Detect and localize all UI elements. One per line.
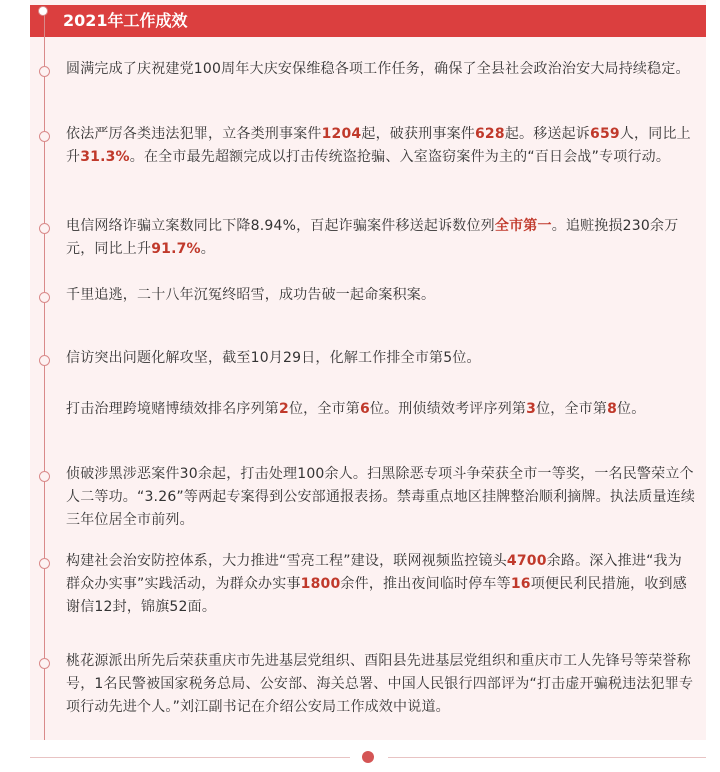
achievement-item	[66, 650, 696, 719]
achievement-item	[66, 284, 696, 307]
timeline-marker	[39, 131, 50, 142]
footer-divider-left	[30, 757, 350, 758]
timeline-marker	[39, 292, 50, 303]
achievement-item	[66, 550, 696, 619]
highlight-number: 1800	[300, 576, 341, 592]
achievement-text: 侦破涉黑涉恶案件30余起，打击处理100余人。扫黑除恶专项斗争荣获全市一等奖，一名民警荣立个人二等功。“3.26”等两起专案得到公安部通报表扬。禁毒重点地区挂牌整治顺利摘牌。执法质量连续三年位居全市前列。	[66, 466, 696, 528]
highlight-number: 1204	[321, 126, 362, 142]
achievement-item	[66, 123, 696, 169]
achievement-item	[66, 215, 696, 261]
achievement-text: 桃花源派出所先后荣获重庆市先进基层党组织、酉阳县先进基层党组织和重庆市工人先锋号等荣誉称号，1名民警被国家税务总局、公安部、海关总署、中国人民银行四部评为“打击虚开骗税违法犯罪专项行动先进个人。”刘江副书记在介绍公安局工作成效中说道。	[66, 653, 694, 715]
highlight-text: 全市第一	[494, 218, 552, 234]
highlight-number: 3	[526, 401, 537, 417]
footer-divider-dot	[362, 751, 374, 763]
achievement-item	[66, 347, 696, 370]
highlight-number: 659	[590, 126, 620, 142]
achievement-text: 千里追逃，二十八年沉冤终昭雪，成功告破一起命案积案。	[66, 287, 436, 303]
achievement-text: 圆满完成了庆祝建党100周年大庆安保维稳各项工作任务，确保了全县社会政治治安大局持续稳定。	[66, 61, 690, 77]
timeline-start-dot	[38, 6, 48, 16]
section-title: 2021年工作成效	[63, 11, 188, 30]
achievement-text: 信访突出问题化解攻坚，截至10月29日，化解工作排全市第5位。	[66, 350, 481, 366]
content-card	[30, 0, 706, 740]
achievement-text: 依法严厉各类违法犯罪，立各类刑事案件1204起，破获刑事案件628起。移送起诉659人，同比上升31.3%。在全市最先超额完成以打击传统盗抢骗、入室盗窃案件为主的“百日会战”专项行动。	[66, 126, 691, 165]
timeline-marker	[39, 471, 50, 482]
timeline-marker	[39, 223, 50, 234]
highlight-number: 6	[359, 401, 370, 417]
timeline-marker	[39, 658, 50, 669]
highlight-number: 8	[607, 401, 618, 417]
timeline-marker	[39, 355, 50, 366]
achievement-item	[66, 463, 696, 532]
section-header	[30, 5, 706, 37]
highlight-number: 628	[474, 126, 505, 142]
achievement-text: 构建社会治安防控体系，大力推进“雪亮工程”建设，联网视频监控镜头4700余路。深入推进“我为群众办实事”实践活动，为群众办实事1800余件，推出夜间临时停车等16项便民利民措施，收到感谢信12封，锦旗52面。	[66, 553, 687, 615]
timeline-marker	[39, 66, 50, 77]
achievement-item	[66, 58, 696, 81]
achievement-text: 打击治理跨境赌博绩效排名序列第2位，全市第6位。刑侦绩效考评序列第3位，全市第8位。	[66, 401, 646, 417]
highlight-number: 4700	[506, 553, 547, 569]
achievement-item	[66, 398, 696, 421]
highlight-number: 91.7%	[151, 241, 201, 257]
timeline-marker	[39, 558, 50, 569]
highlight-number: 31.3%	[80, 149, 130, 165]
footer-divider-right	[388, 757, 706, 758]
timeline-line	[44, 10, 45, 740]
highlight-number: 2	[279, 401, 289, 417]
achievement-text: 电信网络诈骗立案数同比下降8.94%，百起诈骗案件移送起诉数位列全市第一。追赃挽损230余万元，同比上升91.7%。	[66, 218, 679, 257]
highlight-number: 16	[510, 576, 531, 592]
